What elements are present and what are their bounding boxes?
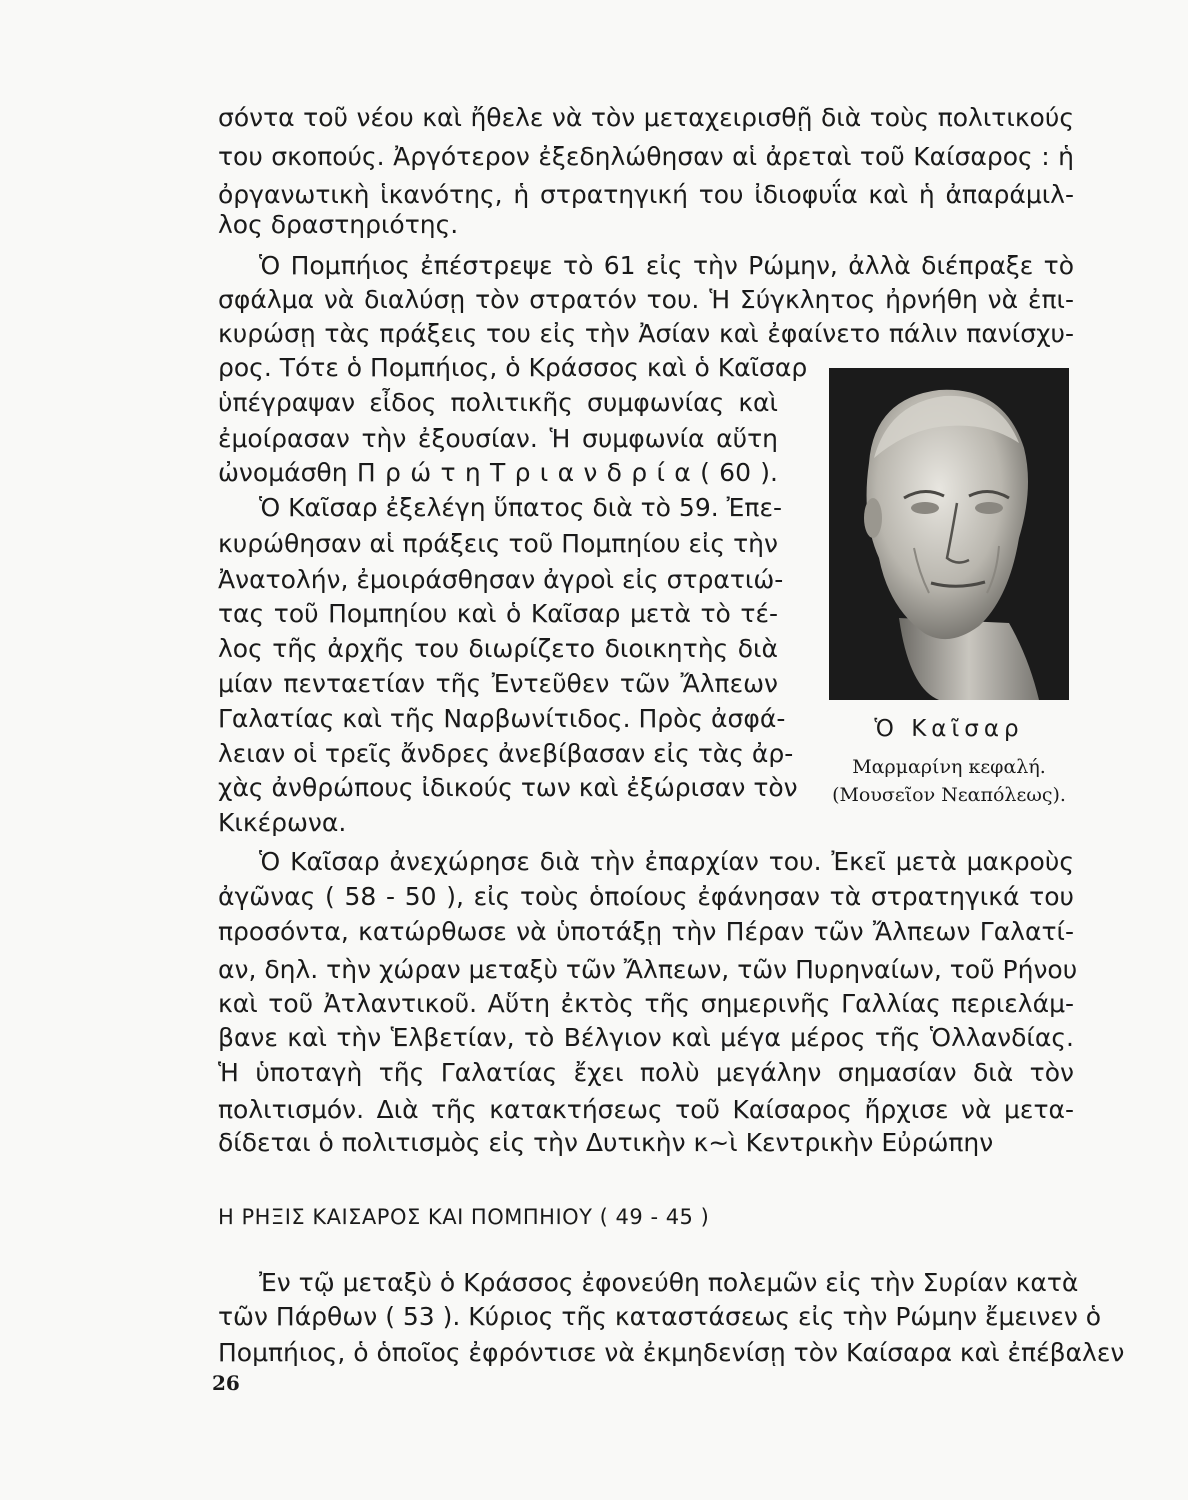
text-line: ἐμοίρασαν τὴν ἐξουσίαν. Ἡ συμφωνία αὕτη [218, 424, 778, 453]
caesar-marble-head-icon [829, 368, 1069, 700]
text-line: ὀργανωτικὴ ἱκανότης, ἡ στρατηγική του ἰδιοφυΐα καὶ ἡ ἀπαράμιλ- [218, 180, 1074, 209]
text-line: προσόντα, κατώρθωσε νὰ ὑποτάξῃ τὴν Πέραν τῶν Ἄλπεων Γαλατί- [218, 917, 1074, 946]
figure-caption-line: (Μουσεῖον Νεαπόλεως). [832, 784, 1066, 806]
text-line: σφάλμα νὰ διαλύσῃ τὸν στρατόν του. Ἡ Σύγκλητος ἠρνήθη νὰ ἐπι- [218, 285, 1074, 314]
text-line: Ὁ Πομπήιος ἐπέστρεψε τὸ 61 εἰς τὴν Ρώμην, ἀλλὰ διέπραξε τὸ [259, 251, 1074, 280]
figure-caption-line: Μαρμαρίνη κεφαλή. [852, 756, 1046, 778]
text-line: τῶν Πάρθων ( 53 ). Κύριος τῆς καταστάσεως εἰς τὴν Ρώμην ἔμεινεν ὁ [218, 1302, 1102, 1331]
text-line: κυρώσῃ τὰς πράξεις του εἰς τὴν Ἀσίαν καὶ ἐφαίνετο πάλιν πανίσχυ- [218, 319, 1074, 348]
text-line: λος δραστηριότης. [218, 210, 459, 239]
text-line: αν, δηλ. τὴν χώραν μεταξὺ τῶν Ἄλπεων, τῶν Πυρηναίων, τοῦ Ρήνου [218, 955, 1078, 984]
text-line: τας τοῦ Πομπηίου καὶ ὁ Καῖσαρ μετὰ τὸ τέ- [218, 599, 778, 628]
text-line: σόντα τοῦ νέου καὶ ἤθελε νὰ τὸν μεταχειρισθῇ διὰ τοὺς πολιτικούς [218, 103, 1074, 132]
text-line: κυρώθησαν αἱ πράξεις τοῦ Πομπηίου εἰς τὴν [218, 529, 778, 558]
section-heading: Η ΡΗΞΙΣ ΚΑΙΣΑΡΟΣ ΚΑΙ ΠΟΜΠΗΙΟΥ ( 49 - 45 ) [218, 1205, 710, 1229]
text-line: ὠνομάσθη Π ρ ώ τ η Τ ρ ι α ν δ ρ ί α ( 60 ). [218, 458, 778, 487]
text-line: Ἐν τῷ μεταξὺ ὁ Κράσσος ἐφονεύθη πολεμῶν εἰς τὴν Συρίαν κατὰ [259, 1268, 1079, 1297]
text-line: Ὁ Καῖσαρ ἐξελέγη ὕπατος διὰ τὸ 59. Ἐπε- [259, 493, 782, 522]
text-line: μίαν πενταετίαν τῆς Ἐντεῦθεν τῶν Ἄλπεων [218, 669, 778, 698]
text-line: Κικέρωνα. [218, 808, 347, 837]
text-line: ἀγῶνας ( 58 - 50 ), εἰς τοὺς ὁποίους ἐφάνησαν τὰ στρατηγικά του [218, 882, 1074, 911]
text-line: βανε καὶ τὴν Ἑλβετίαν, τὸ Βέλγιον καὶ μέγα μέρος τῆς Ὁλλανδίας. [218, 1023, 1074, 1052]
text-line: πολιτισμόν. Διὰ τῆς κατακτήσεως τοῦ Καίσαρος ἤρχισε νὰ μετα- [218, 1095, 1074, 1124]
text-line: λος τῆς ἀρχῆς του διωρίζετο διοικητὴς διὰ [218, 634, 778, 663]
text-line: χὰς ἀνθρώπους ἰδικούς των καὶ ἐξώρισαν τὸν [218, 773, 798, 802]
text-line: Ὁ Καῖσαρ ἀνεχώρησε διὰ τὴν ἐπαρχίαν του. Ἐκεῖ μετὰ μακροὺς [259, 847, 1074, 876]
text-line: του σκοπούς. Ἀργότερον ἐξεδηλώθησαν αἱ ἀρεταὶ τοῦ Καίσαρος : ἡ [218, 142, 1074, 171]
text-line: Γαλατίας καὶ τῆς Ναρβωνίτιδος. Πρὸς ἀσφά- [218, 704, 786, 733]
page-number: 26 [212, 1371, 240, 1395]
text-line: καὶ τοῦ Ἀτλαντικοῦ. Αὕτη ἐκτὸς τῆς σημερινῆς Γαλλίας περιελάμ- [218, 989, 1074, 1018]
text-line: Ἡ ὑποταγὴ τῆς Γαλατίας ἔχει πολὺ μεγάλην σημασίαν διὰ τὸν [218, 1058, 1074, 1087]
text-line: δίδεται ὁ πολιτισμὸς εἰς τὴν Δυτικὴν κ~ὶ Κεντρικὴν Εὐρώπην [218, 1128, 994, 1157]
figure-caption-title: Ὁ Καῖσαρ [874, 716, 1024, 742]
text-line: ὑπέγραψαν εἶδος πολιτικῆς συμφωνίας καὶ [218, 388, 778, 417]
text-line: Πομπήιος, ὁ ὁποῖος ἐφρόντισε νὰ ἐκμηδενίσῃ τὸν Καίσαρα καὶ ἐπέβαλεν [218, 1338, 1125, 1367]
text-line: λειαν οἱ τρεῖς ἄνδρες ἀνεβίβασαν εἰς τὰς ἀρ- [218, 739, 794, 768]
caesar-bust-photo [829, 368, 1069, 700]
text-line: ρος. Τότε ὁ Πομπήιος, ὁ Κράσσος καὶ ὁ Καῖσαρ [218, 353, 808, 382]
text-line: Ἀνατολήν, ἐμοιράσθησαν ἀγροὶ εἰς στρατιώ- [218, 565, 784, 594]
